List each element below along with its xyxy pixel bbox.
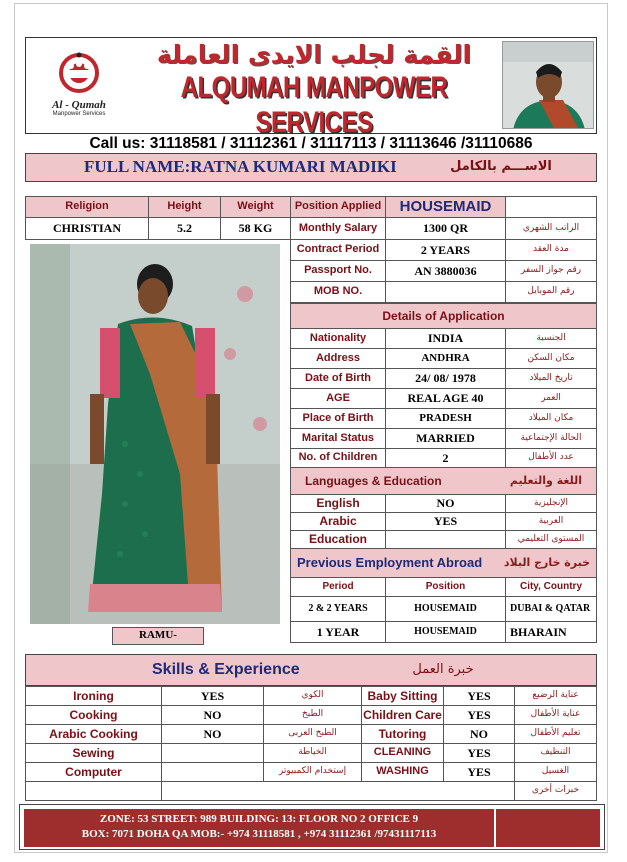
company-logo [44, 52, 114, 122]
skill-washing-value: YES [443, 762, 515, 782]
marital-arabic: الحالة الإجتماعية [505, 428, 597, 449]
other-skills-left [25, 781, 162, 801]
skills-arabic-title: خبرة العمل [412, 662, 474, 677]
contract-label: Contract Period [290, 239, 386, 261]
full-name-bar [25, 153, 597, 182]
height-header: Height [148, 196, 221, 218]
skill-computer-label: Computer [25, 762, 162, 782]
skill-arabic-cooking-value: NO [161, 724, 264, 744]
skill-washing-arabic: الغسيل [514, 762, 597, 782]
employment-title-bar [290, 548, 597, 578]
logo-subtext: Manpower Services [52, 111, 106, 117]
skill-arabic-cooking-label: Arabic Cooking [25, 724, 162, 744]
full-name-value: FULL NAME:RATNA KUMARI MADIKI [84, 157, 397, 176]
contract-value: 2 YEARS [385, 239, 506, 261]
employment-row-2-city: BHARAIN [505, 621, 597, 643]
contract-arabic: مدة العقد [505, 239, 597, 261]
skill-ironing-value: YES [161, 686, 264, 706]
employment-title: Previous Employment Abroad [297, 555, 483, 571]
age-arabic: العمر [505, 388, 597, 409]
salary-arabic: الراتب الشهري [505, 217, 597, 240]
birthplace-arabic: مكان الميلاد [505, 408, 597, 429]
children-label: No. of Children [290, 448, 386, 468]
skill-ironing-label: Ironing [25, 686, 162, 706]
birthplace-label: Place of Birth [290, 408, 386, 429]
salary-label: Monthly Salary [290, 217, 386, 240]
skill-ironing-arabic: الكوي [263, 686, 362, 706]
call-us-line: Call us: 31118581 / 31112361 / 31117113 / 31113646 /31110686 [89, 135, 533, 152]
logo-text: Al - Qumah [52, 99, 106, 111]
english-label: English [290, 494, 386, 513]
birthplace-value: PRADESH [385, 408, 506, 429]
photo-caption: RAMU- [112, 627, 204, 645]
children-arabic: عدد الأطفال [505, 448, 597, 468]
logo-icon [44, 52, 114, 94]
skill-computer-value [161, 762, 264, 782]
footer-divider [494, 809, 496, 847]
age-value: REAL AGE 40 [385, 388, 506, 409]
employment-row-1-period: 2 & 2 YEARS [290, 596, 386, 622]
skill-computer-arabic: إستخدام الكمبيوتر [263, 762, 362, 782]
skill-tutoring-label: Tutoring [361, 724, 444, 744]
languages-title: Languages & Education [305, 473, 442, 488]
languages-arabic-title: اللغة والتعليم [509, 474, 582, 488]
skill-sewing-value [161, 743, 264, 763]
education-label: Education [290, 530, 386, 549]
skill-babysitting-label: Baby Sitting [361, 686, 444, 706]
age-label: AGE [290, 388, 386, 409]
full-name-arabic: الاســـم بالكامل [450, 159, 552, 174]
dob-value: 24/ 08/ 1978 [385, 368, 506, 389]
details-title: Details of Application [290, 303, 597, 329]
religion-value: CHRISTIAN [25, 217, 149, 240]
position-header: Position [385, 577, 506, 597]
position-applied-label: Position Applied [290, 196, 386, 218]
marital-label: Marital Status [290, 428, 386, 449]
children-value: 2 [385, 448, 506, 468]
skill-cleaning-value: YES [443, 743, 515, 763]
employment-row-2-position: HOUSEMAID [385, 621, 506, 643]
skill-babysitting-arabic: عناية الرضيع [514, 686, 597, 706]
address-arabic: مكان السكن [505, 348, 597, 369]
weight-header: Weight [220, 196, 291, 218]
english-company-name: ALQUMAH MANPOWER SERVICES [180, 70, 448, 140]
skill-childcare-arabic: عناية الأطفال [514, 705, 597, 725]
employment-row-1-city: DUBAI & QATAR [505, 596, 597, 622]
portrait-image [503, 42, 594, 129]
skill-sewing-label: Sewing [25, 743, 162, 763]
city-header: City, Country [505, 577, 597, 597]
candidate-photo-image [30, 244, 280, 624]
footer-frame [19, 804, 605, 850]
skill-childcare-value: YES [443, 705, 515, 725]
arabic-arabic: العربية [505, 512, 597, 531]
mob-value [385, 281, 506, 303]
skill-tutoring-value: NO [443, 724, 515, 744]
marital-value: MARRIED [385, 428, 506, 449]
candidate-photo [30, 244, 280, 624]
english-arabic: الإنجليزية [505, 494, 597, 513]
education-arabic: المستوى التعليمي [505, 530, 597, 549]
position-applied-value: HOUSEMAID [385, 196, 506, 218]
address-value: ANDHRA [385, 348, 506, 369]
nationality-value: INDIA [385, 328, 506, 349]
skill-arabic-cooking-arabic: الطبخ العربى [263, 724, 362, 744]
footer-address-line-2: BOX: 7071 DOHA QA MOB:- +974 31118581 , +974 31112361 /97431117113 [81, 828, 437, 840]
passport-label: Passport No. [290, 260, 386, 282]
arabic-value: YES [385, 512, 506, 531]
employment-arabic-title: خبرة خارج البلاد [503, 556, 590, 570]
employment-row-1-position: HOUSEMAID [385, 596, 506, 622]
english-value: NO [385, 494, 506, 513]
skills-title: Skills & Experience [152, 661, 300, 678]
skill-cooking-label: Cooking [25, 705, 162, 725]
dob-label: Date of Birth [290, 368, 386, 389]
period-header: Period [290, 577, 386, 597]
portrait-thumbnail [502, 41, 594, 129]
salary-value: 1300 QR [385, 217, 506, 240]
footer-bar [24, 809, 600, 847]
other-skills-value [161, 781, 515, 801]
skill-sewing-arabic: الخياطة [263, 743, 362, 763]
mob-arabic: رقم الموبايل [505, 281, 597, 303]
skill-tutoring-arabic: تعليم الأطفال [514, 724, 597, 744]
height-value: 5.2 [148, 217, 221, 240]
weight-value: 58 KG [220, 217, 291, 240]
arabic-company-name: القمة لجلب الايدى العاملة [156, 40, 472, 69]
position-blank [505, 196, 597, 218]
footer-address-line-1: ZONE: 53 STREET: 989 BUILDING: 13: FLOOR NO 2 OFFICE 9 [99, 813, 419, 825]
dob-arabic: تاريخ الميلاد [505, 368, 597, 389]
arabic-label: Arabic [290, 512, 386, 531]
religion-header: Religion [25, 196, 149, 218]
nationality-label: Nationality [290, 328, 386, 349]
address-label: Address [290, 348, 386, 369]
passport-arabic: رقم جواز السفر [505, 260, 597, 282]
other-skills-arabic: خبرات أخرى [514, 781, 597, 801]
skill-cleaning-arabic: التنظيف [514, 743, 597, 763]
skill-childcare-label: Children Care [361, 705, 444, 725]
skill-washing-label: WASHING [361, 762, 444, 782]
skill-cleaning-label: CLEANING [361, 743, 444, 763]
skills-title-bar [25, 654, 597, 686]
header-box [25, 37, 597, 140]
education-value [385, 530, 506, 549]
nationality-arabic: الجنسية [505, 328, 597, 349]
skill-babysitting-value: YES [443, 686, 515, 706]
skill-cooking-value: NO [161, 705, 264, 725]
passport-value: AN 3880036 [385, 260, 506, 282]
mob-label: MOB NO. [290, 281, 386, 303]
employment-row-2-period: 1 YEAR [290, 621, 386, 643]
cv-page [14, 3, 608, 853]
skill-cooking-arabic: الطبخ [263, 705, 362, 725]
languages-title-bar [290, 467, 597, 495]
